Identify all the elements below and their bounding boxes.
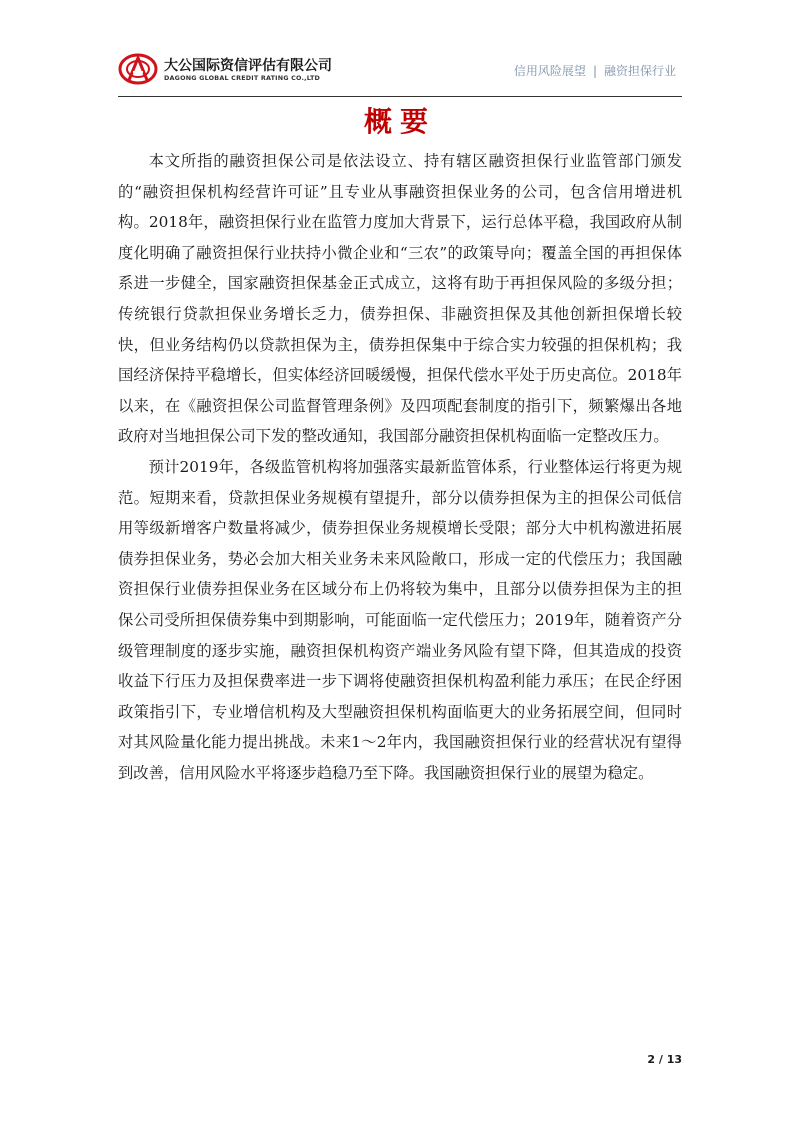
summary-paragraph-1: 本文所指的融资担保公司是依法设立、持有辖区融资担保行业监管部门颁发的“融资担保机构经营许可证”且专业从事融资担保业务的公司，包含信用增进机构。2018年，融资担保行业在监管力度加大背景下，运行总体平稳，我国政府从制度化明确了融资担保行业扶持小微企业和“三农”的政策导向；覆盖全国的再担保体系进一步健全，国家融资担保基金正式成立，这将有助于再担保风险的多级分担；传统银行贷款担保业务增长乏力，债券担保、非融资担保及其他创新担保增长较快，但业务结构仍以贷款担保为主，债券担保集中于综合实力较强的担保机构；我国经济保持平稳增长，但实体经济回暖缓慢，担保代偿水平处于历史高位。2018年以来，在《融资担保公司监督管理条例》及四项配套制度的指引下，频繁爆出各地政府对当地担保公司下发的整改通知，我国部分融资担保机构面临一定整改压力。	[118, 152, 682, 446]
header-separator: |	[592, 64, 597, 78]
summary-body	[118, 146, 682, 788]
industry-name: 融资担保行业	[603, 64, 676, 78]
summary-paragraph-2: 预计2019年，各级监管机构将加强落实最新监管体系，行业整体运行将更为规范。短期来看，贷款担保业务规模有望提升，部分以债券担保为主的担保公司低信用等级新增客户数量将减少，债券担保业务规模增长受限；部分大中机构激进拓展债券担保业务，势必会加大相关业务未来风险敞口，形成一定的代偿压力；我国融资担保行业债券担保业务在区域分布上仍将较为集中，且部分以债券担保为主的担保公司受所担保债券集中到期影响，可能面临一定代偿压力；2019年，随着资产分级管理制度的逐步实施，融资担保机构资产端业务风险有望下降，但其造成的投资收益下行压力及担保费率进一步下调将使融资担保机构盈利能力承压；在民企纾困政策指引下，专业增信机构及大型融资担保机构面临更大的业务拓展空间，但同时对其风险量化能力提出挑战。未来1～2年内，我国融资担保行业的经营状况有望得到改善，信用风险水平将逐步趋稳乃至下降。我国融资担保行业的展望为稳定。	[118, 457, 682, 782]
company-name-cn: 大公国际资信评估有限公司	[164, 58, 332, 74]
page-title: 概要	[363, 105, 436, 138]
page-number: 2 / 13	[647, 1053, 682, 1066]
report-type: 信用风险展望	[513, 64, 586, 78]
header-report-info	[514, 62, 676, 79]
dagong-logo-icon	[118, 52, 158, 86]
company-name-en: DAGONG GLOBAL CREDIT RATING CO.,LTD	[164, 74, 321, 82]
page-header	[118, 52, 682, 97]
